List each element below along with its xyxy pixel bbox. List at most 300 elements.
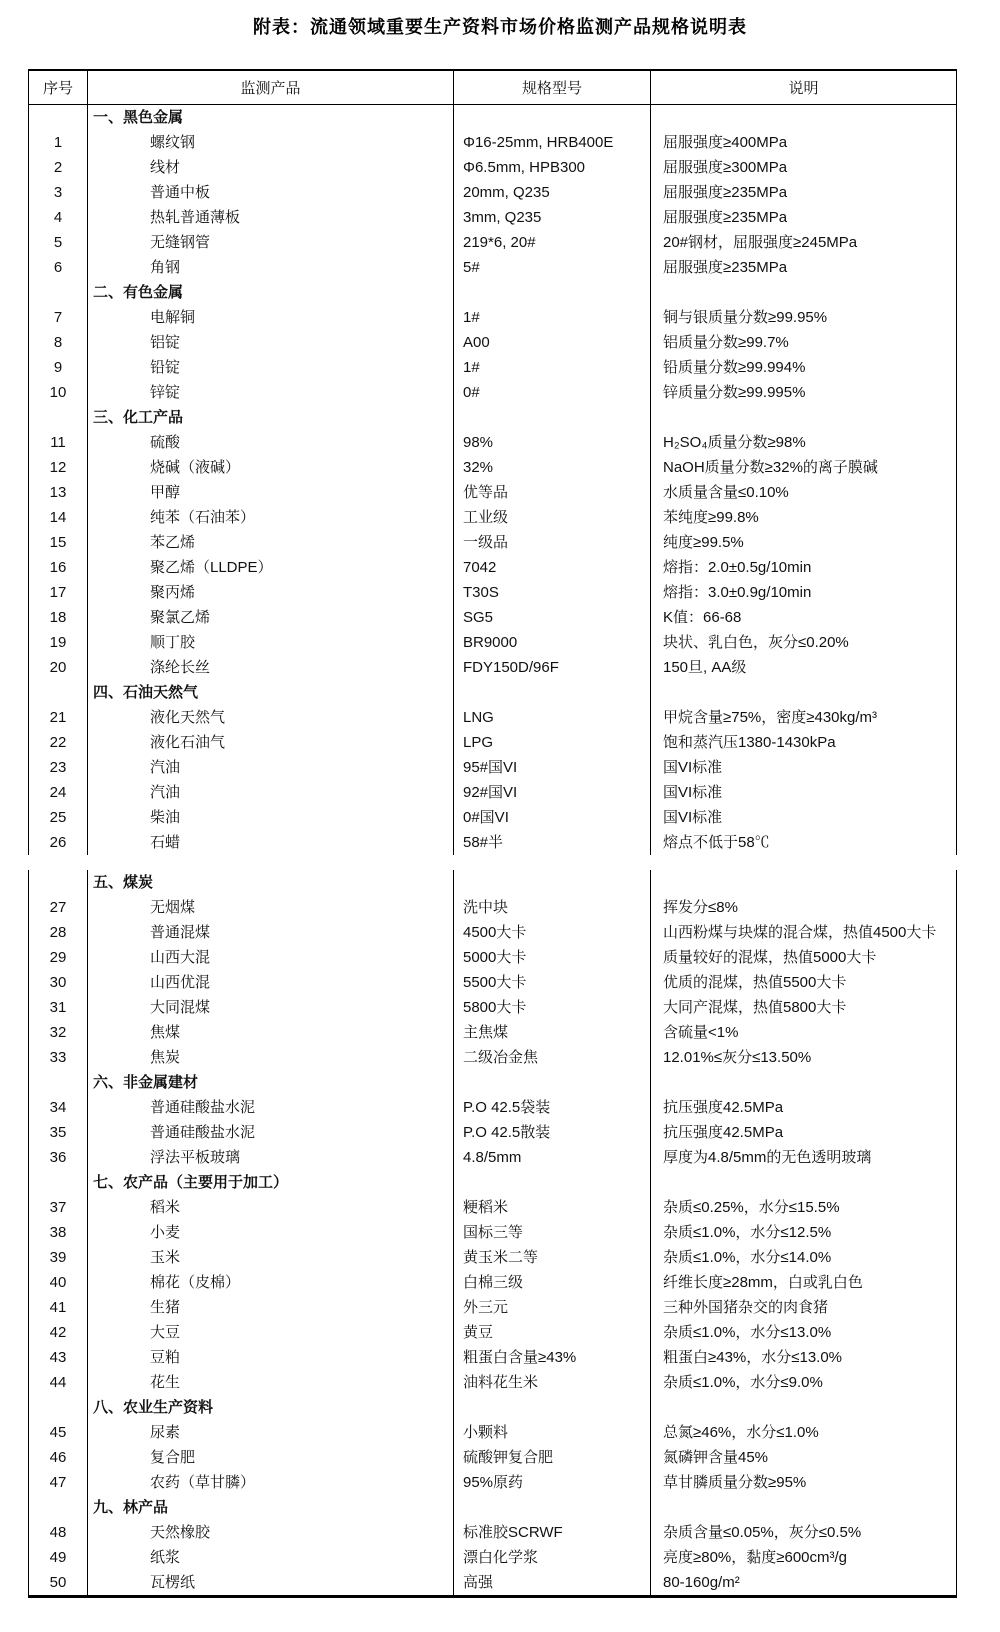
cell-product: 无缝钢管	[88, 230, 454, 255]
cell-product: 豆粕	[88, 1345, 454, 1370]
cell-spec: 1#	[454, 355, 651, 380]
cell-desc: 熔指：3.0±0.9g/10min	[651, 580, 957, 605]
table-row	[29, 330, 957, 355]
section-label: 九、林产品	[88, 1495, 454, 1520]
table-row	[29, 455, 957, 480]
table-row	[29, 580, 957, 605]
cell-product: 普通硅酸盐水泥	[88, 1095, 454, 1120]
cell-desc	[651, 870, 957, 895]
cell-desc: 总氮≥46%，水分≤1.0%	[651, 1420, 957, 1445]
table-row	[29, 1270, 957, 1295]
cell-spec: 4500大卡	[454, 920, 651, 945]
cell-index: 2	[53, 159, 63, 176]
cell-spec: 3mm, Q235	[454, 205, 651, 230]
table-row	[29, 1020, 957, 1045]
cell-desc: 屈服强度≥235MPa	[651, 205, 957, 230]
cell-index: 1	[53, 134, 63, 151]
cell-spec: 主焦煤	[454, 1020, 651, 1045]
cell-desc: 杂质≤1.0%，水分≤13.0%	[651, 1320, 957, 1345]
cell-desc: 屈服强度≥300MPa	[651, 155, 957, 180]
cell-desc: 12.01%≤灰分≤13.50%	[651, 1045, 957, 1070]
section-row	[29, 870, 957, 895]
cell-product: 铝锭	[88, 330, 454, 355]
cell-desc: 杂质≤1.0%，水分≤12.5%	[651, 1220, 957, 1245]
cell-product: 大同混煤	[88, 995, 454, 1020]
cell-desc: 锌质量分数≥99.995%	[651, 380, 957, 405]
cell-spec	[454, 105, 651, 131]
cell-desc: 质量较好的混煤，热值5000大卡	[651, 945, 957, 970]
cell-index: 46	[49, 1449, 67, 1466]
cell-product: 小麦	[88, 1220, 454, 1245]
section-label: 八、农业生产资料	[88, 1395, 454, 1420]
table-row	[29, 305, 957, 330]
cell-index: 5	[53, 234, 63, 251]
table-row	[29, 895, 957, 920]
cell-index: 47	[49, 1474, 67, 1491]
cell-spec: SG5	[454, 605, 651, 630]
cell-spec: 硫酸钾复合肥	[454, 1445, 651, 1470]
cell-spec: T30S	[454, 580, 651, 605]
cell-product: 液化石油气	[88, 730, 454, 755]
cell-product: 聚乙烯（LLDPE）	[88, 555, 454, 580]
cell-desc: 熔点不低于58℃	[651, 830, 957, 855]
cell-index: 28	[49, 924, 67, 941]
cell-spec: 20mm, Q235	[454, 180, 651, 205]
cell-product: 瓦楞纸	[88, 1570, 454, 1597]
section-row	[29, 680, 957, 705]
table-row	[29, 230, 957, 255]
cell-product: 复合肥	[88, 1445, 454, 1470]
cell-index: 29	[49, 949, 67, 966]
cell-index: 8	[53, 334, 63, 351]
cell-spec: 国标三等	[454, 1220, 651, 1245]
cell-product: 铅锭	[88, 355, 454, 380]
cell-index	[29, 680, 88, 705]
cell-product: 大豆	[88, 1320, 454, 1345]
cell-spec: 58#半	[454, 830, 651, 855]
table-row	[29, 1145, 957, 1170]
cell-index: 14	[49, 509, 67, 526]
cell-spec: 外三元	[454, 1295, 651, 1320]
cell-spec: 黄玉米二等	[454, 1245, 651, 1270]
cell-product: 硫酸	[88, 430, 454, 455]
cell-desc	[651, 1495, 957, 1520]
cell-spec: P.O 42.5散装	[454, 1120, 651, 1145]
cell-index: 25	[49, 809, 67, 826]
section-row	[29, 105, 957, 131]
cell-index: 20	[49, 659, 67, 676]
table-row	[29, 830, 957, 855]
table-row	[29, 995, 957, 1020]
header-product: 监测产品	[88, 70, 454, 105]
cell-spec: 高强	[454, 1570, 651, 1597]
cell-index: 48	[49, 1524, 67, 1541]
cell-desc: 国VI标准	[651, 805, 957, 830]
cell-index: 37	[49, 1199, 67, 1216]
table-row	[29, 1345, 957, 1370]
cell-index: 9	[53, 359, 63, 376]
cell-product: 焦煤	[88, 1020, 454, 1045]
cell-desc: 甲烷含量≥75%，密度≥430kg/m³	[651, 705, 957, 730]
cell-spec: BR9000	[454, 630, 651, 655]
cell-index	[29, 1395, 88, 1420]
table-row	[29, 1120, 957, 1145]
cell-spec: FDY150D/96F	[454, 655, 651, 680]
section-label: 七、农产品（主要用于加工）	[88, 1170, 454, 1195]
table-row	[29, 505, 957, 530]
cell-desc: 150旦, AA级	[651, 655, 957, 680]
section-label: 六、非金属建材	[88, 1070, 454, 1095]
cell-product: 热轧普通薄板	[88, 205, 454, 230]
cell-product: 生猪	[88, 1295, 454, 1320]
table-row	[29, 1470, 957, 1495]
cell-spec: 98%	[454, 430, 651, 455]
table-row	[29, 1045, 957, 1070]
cell-desc: 草甘膦质量分数≥95%	[651, 1470, 957, 1495]
cell-index: 43	[49, 1349, 67, 1366]
cell-spec: 黄豆	[454, 1320, 651, 1345]
cell-product: 锌锭	[88, 380, 454, 405]
table-row	[29, 355, 957, 380]
cell-desc: 大同产混煤，热值5800大卡	[651, 995, 957, 1020]
cell-spec: 白棉三级	[454, 1270, 651, 1295]
cell-index: 19	[49, 634, 67, 651]
cell-spec: LNG	[454, 705, 651, 730]
table-row	[29, 255, 957, 280]
cell-index: 34	[49, 1099, 67, 1116]
spec-table	[28, 69, 956, 1598]
table-row	[29, 1095, 957, 1120]
cell-product: 汽油	[88, 755, 454, 780]
cell-product: 涤纶长丝	[88, 655, 454, 680]
section-label: 二、有色金属	[88, 280, 454, 305]
section-label: 一、黑色金属	[88, 105, 454, 131]
section-row	[29, 1170, 957, 1195]
cell-spec	[454, 680, 651, 705]
cell-index: 50	[49, 1574, 67, 1591]
cell-desc: 饱和蒸汽压1380-1430kPa	[651, 730, 957, 755]
table-row	[29, 920, 957, 945]
cell-index: 31	[49, 999, 67, 1016]
cell-desc: 水质量含量≤0.10%	[651, 480, 957, 505]
cell-index: 39	[49, 1249, 67, 1266]
cell-index: 36	[49, 1149, 67, 1166]
cell-desc: 80-160g/m²	[651, 1570, 957, 1597]
cell-index: 18	[49, 609, 67, 626]
section-row	[29, 1070, 957, 1095]
cell-index: 11	[50, 434, 66, 451]
cell-product: 山西大混	[88, 945, 454, 970]
cell-index	[29, 1495, 88, 1520]
cell-index: 33	[49, 1049, 67, 1066]
cell-spec	[454, 870, 651, 895]
cell-index: 23	[49, 759, 67, 776]
cell-spec: 标准胶SCRWF	[454, 1520, 651, 1545]
cell-product: 农药（草甘膦）	[88, 1470, 454, 1495]
cell-spec: 5000大卡	[454, 945, 651, 970]
table-row	[29, 1195, 957, 1220]
cell-spec	[454, 1070, 651, 1095]
section-label: 五、煤炭	[88, 870, 454, 895]
cell-index: 42	[49, 1324, 67, 1341]
cell-desc	[651, 1395, 957, 1420]
cell-index: 44	[49, 1374, 67, 1391]
cell-index: 17	[49, 584, 67, 601]
cell-spec: Φ16-25mm, HRB400E	[454, 130, 651, 155]
cell-spec: 优等品	[454, 480, 651, 505]
cell-index	[29, 105, 88, 131]
cell-spec	[454, 405, 651, 430]
cell-desc: NaOH质量分数≥32%的离子膜碱	[651, 455, 957, 480]
cell-spec: 5500大卡	[454, 970, 651, 995]
cell-index: 35	[49, 1124, 67, 1141]
cell-spec: 95#国VI	[454, 755, 651, 780]
cell-spec	[454, 1395, 651, 1420]
section-row	[29, 405, 957, 430]
cell-desc: 杂质含量≤0.05%，灰分≤0.5%	[651, 1520, 957, 1545]
cell-product: 普通硅酸盐水泥	[88, 1120, 454, 1145]
table-row	[29, 1370, 957, 1395]
cell-product: 纯苯（石油苯）	[88, 505, 454, 530]
page-break-gap	[28, 855, 956, 870]
cell-spec: 92#国VI	[454, 780, 651, 805]
cell-index	[29, 1170, 88, 1195]
cell-spec: 漂白化学浆	[454, 1545, 651, 1570]
table-part-2	[28, 870, 957, 1598]
section-label: 四、石油天然气	[88, 680, 454, 705]
cell-spec: 5800大卡	[454, 995, 651, 1020]
cell-product: 花生	[88, 1370, 454, 1395]
cell-index: 41	[49, 1299, 67, 1316]
cell-index: 38	[49, 1224, 67, 1241]
cell-index: 32	[49, 1024, 67, 1041]
cell-spec: A00	[454, 330, 651, 355]
cell-desc	[651, 680, 957, 705]
cell-desc: 杂质≤1.0%，水分≤14.0%	[651, 1245, 957, 1270]
cell-desc: 厚度为4.8/5mm的无色透明玻璃	[651, 1145, 957, 1170]
cell-desc	[651, 1070, 957, 1095]
cell-index: 45	[49, 1424, 67, 1441]
cell-desc: 杂质≤1.0%，水分≤9.0%	[651, 1370, 957, 1395]
table-row	[29, 705, 957, 730]
cell-index	[29, 1070, 88, 1095]
header-no: 序号	[29, 70, 88, 105]
cell-product: 线材	[88, 155, 454, 180]
table-row	[29, 180, 957, 205]
cell-index: 30	[49, 974, 67, 991]
cell-desc: 杂质≤0.25%，水分≤15.5%	[651, 1195, 957, 1220]
cell-index: 27	[49, 899, 67, 916]
table-row	[29, 1420, 957, 1445]
section-row	[29, 1395, 957, 1420]
cell-product: 稻米	[88, 1195, 454, 1220]
cell-desc: 屈服强度≥400MPa	[651, 130, 957, 155]
cell-spec: 小颗料	[454, 1420, 651, 1445]
table-row	[29, 1445, 957, 1470]
cell-desc	[651, 405, 957, 430]
cell-product: 纸浆	[88, 1545, 454, 1570]
table-row	[29, 655, 957, 680]
cell-spec: 洗中块	[454, 895, 651, 920]
section-row	[29, 280, 957, 305]
cell-desc: 抗压强度42.5MPa	[651, 1095, 957, 1120]
table-row	[29, 1570, 957, 1597]
cell-desc: 屈服强度≥235MPa	[651, 255, 957, 280]
cell-product: 尿素	[88, 1420, 454, 1445]
table-row	[29, 1545, 957, 1570]
cell-index: 15	[49, 534, 67, 551]
cell-product: 棉花（皮棉）	[88, 1270, 454, 1295]
section-label: 三、化工产品	[88, 405, 454, 430]
cell-index	[29, 280, 88, 305]
cell-product: 山西优混	[88, 970, 454, 995]
cell-spec: 粳稻米	[454, 1195, 651, 1220]
table-row	[29, 380, 957, 405]
table-row	[29, 630, 957, 655]
cell-spec: 工业级	[454, 505, 651, 530]
cell-spec: 1#	[454, 305, 651, 330]
cell-desc: H₂SO₄质量分数≥98%	[651, 430, 957, 455]
cell-product: 液化天然气	[88, 705, 454, 730]
cell-desc: 亮度≥80%，黏度≥600cm³/g	[651, 1545, 957, 1570]
cell-spec: 0#国VI	[454, 805, 651, 830]
header-spec: 规格型号	[454, 70, 651, 105]
cell-index: 22	[49, 734, 67, 751]
table-part-1	[28, 69, 957, 855]
table-row	[29, 805, 957, 830]
cell-spec: 粗蛋白含量≥43%	[454, 1345, 651, 1370]
header-desc: 说明	[651, 70, 957, 105]
cell-spec	[454, 1170, 651, 1195]
cell-product: 焦炭	[88, 1045, 454, 1070]
table-row	[29, 1320, 957, 1345]
cell-desc: 纤维长度≥28mm，白或乳白色	[651, 1270, 957, 1295]
table-row	[29, 945, 957, 970]
table-row	[29, 1220, 957, 1245]
cell-desc: 苯纯度≥99.8%	[651, 505, 957, 530]
cell-index: 24	[49, 784, 67, 801]
table-row	[29, 155, 957, 180]
table-row	[29, 605, 957, 630]
cell-index: 49	[49, 1549, 67, 1566]
cell-product: 浮法平板玻璃	[88, 1145, 454, 1170]
table-row	[29, 555, 957, 580]
cell-spec: 油料花生米	[454, 1370, 651, 1395]
table-row	[29, 1245, 957, 1270]
cell-index: 7	[53, 309, 63, 326]
cell-product: 普通中板	[88, 180, 454, 205]
cell-spec: LPG	[454, 730, 651, 755]
cell-desc: 国VI标准	[651, 780, 957, 805]
cell-desc: 20#钢材，屈服强度≥245MPa	[651, 230, 957, 255]
cell-spec: 一级品	[454, 530, 651, 555]
cell-spec: 0#	[454, 380, 651, 405]
table-row	[29, 1520, 957, 1545]
cell-spec: 4.8/5mm	[454, 1145, 651, 1170]
cell-product: 无烟煤	[88, 895, 454, 920]
cell-desc: 纯度≥99.5%	[651, 530, 957, 555]
cell-desc	[651, 280, 957, 305]
header-row	[29, 70, 957, 105]
cell-desc: 国VI标准	[651, 755, 957, 780]
cell-spec: 二级冶金焦	[454, 1045, 651, 1070]
section-row	[29, 1495, 957, 1520]
table-row	[29, 755, 957, 780]
cell-product: 螺纹钢	[88, 130, 454, 155]
cell-desc: 粗蛋白≥43%，水分≤13.0%	[651, 1345, 957, 1370]
table-row	[29, 1295, 957, 1320]
cell-index: 12	[49, 459, 67, 476]
cell-desc: 山西粉煤与块煤的混合煤，热值4500大卡	[651, 920, 957, 945]
cell-desc: 优质的混煤，热值5500大卡	[651, 970, 957, 995]
cell-desc: K值：66-68	[651, 605, 957, 630]
cell-spec	[454, 1495, 651, 1520]
cell-index	[29, 870, 88, 895]
cell-product: 电解铜	[88, 305, 454, 330]
cell-index: 4	[53, 209, 63, 226]
cell-desc: 铅质量分数≥99.994%	[651, 355, 957, 380]
cell-product: 聚丙烯	[88, 580, 454, 605]
cell-index	[29, 405, 88, 430]
cell-desc: 挥发分≤8%	[651, 895, 957, 920]
table-row	[29, 970, 957, 995]
table-row	[29, 480, 957, 505]
cell-product: 柴油	[88, 805, 454, 830]
cell-spec: 32%	[454, 455, 651, 480]
cell-index: 6	[53, 259, 63, 276]
cell-desc	[651, 1170, 957, 1195]
cell-product: 苯乙烯	[88, 530, 454, 555]
cell-product: 角钢	[88, 255, 454, 280]
table-row	[29, 130, 957, 155]
table-row	[29, 205, 957, 230]
cell-product: 天然橡胶	[88, 1520, 454, 1545]
cell-desc: 抗压强度42.5MPa	[651, 1120, 957, 1145]
cell-desc: 氮磷钾含量45%	[651, 1445, 957, 1470]
cell-spec: 7042	[454, 555, 651, 580]
cell-index: 16	[49, 559, 67, 576]
table-row	[29, 780, 957, 805]
cell-spec	[454, 280, 651, 305]
cell-spec: Φ6.5mm, HPB300	[454, 155, 651, 180]
cell-desc: 铜与银质量分数≥99.95%	[651, 305, 957, 330]
cell-spec: P.O 42.5袋装	[454, 1095, 651, 1120]
table-row	[29, 730, 957, 755]
cell-product: 普通混煤	[88, 920, 454, 945]
cell-desc: 铝质量分数≥99.7%	[651, 330, 957, 355]
cell-desc: 屈服强度≥235MPa	[651, 180, 957, 205]
page-title: 附表：流通领域重要生产资料市场价格监测产品规格说明表	[253, 17, 747, 37]
cell-product: 汽油	[88, 780, 454, 805]
cell-index: 3	[53, 184, 63, 201]
cell-index: 40	[49, 1274, 67, 1291]
cell-product: 石蜡	[88, 830, 454, 855]
cell-product: 玉米	[88, 1245, 454, 1270]
cell-spec: 95%原药	[454, 1470, 651, 1495]
cell-spec: 219*6, 20#	[454, 230, 651, 255]
cell-spec: 5#	[454, 255, 651, 280]
cell-index: 21	[49, 709, 67, 726]
cell-desc: 熔指：2.0±0.5g/10min	[651, 555, 957, 580]
cell-product: 烧碱（液碱）	[88, 455, 454, 480]
cell-desc	[651, 105, 957, 131]
cell-product: 聚氯乙烯	[88, 605, 454, 630]
cell-desc: 含硫量<1%	[651, 1020, 957, 1045]
cell-desc: 三种外国猪杂交的肉食猪	[651, 1295, 957, 1320]
cell-index: 26	[49, 834, 67, 851]
cell-index: 10	[49, 384, 67, 401]
cell-index: 13	[49, 484, 67, 501]
